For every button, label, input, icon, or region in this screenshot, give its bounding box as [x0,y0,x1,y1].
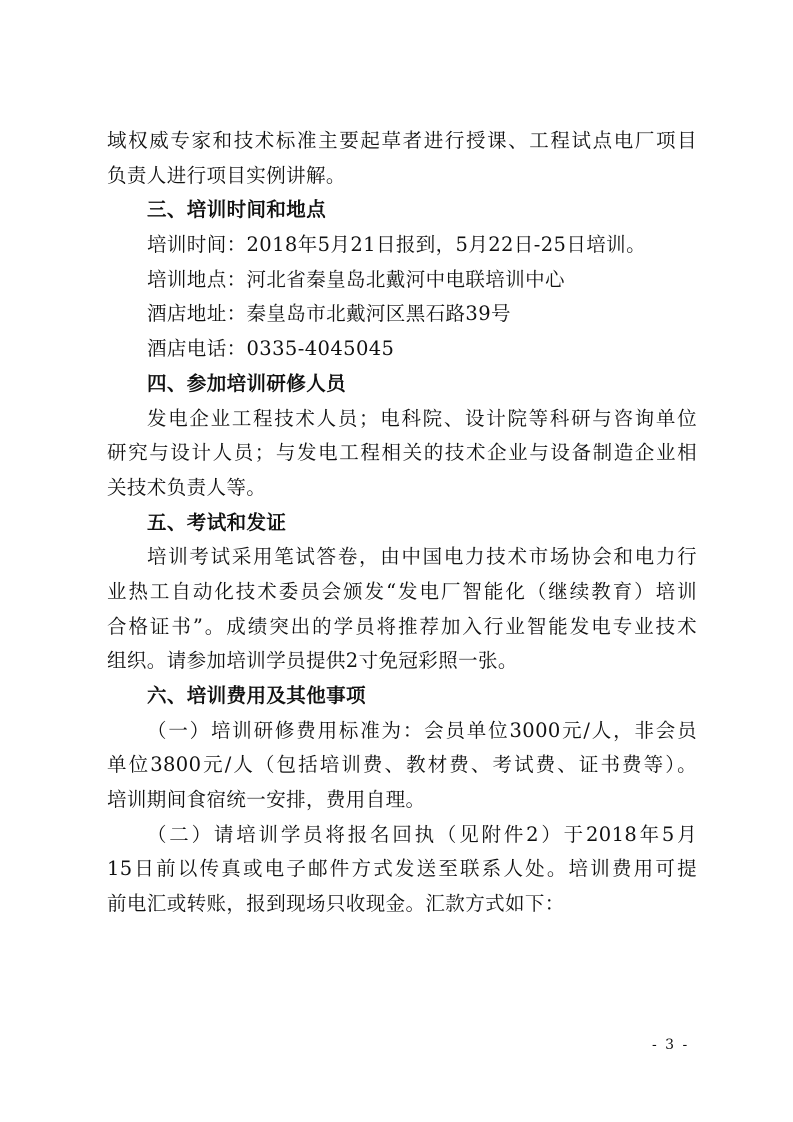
paragraph-line: 培训考试采用笔试答卷，由中国电力技术市场协会和电力行 [147,545,697,569]
paragraph-line: 酒店地址：秦皇岛市北戴河区黑石路39号 [147,302,511,326]
paragraph-line: 合格证书”。成绩突出的学员将推荐加入行业智能发电专业技术 [107,614,697,638]
paragraph-line: 培训期间食宿统一安排，费用自理。 [107,788,426,812]
section-heading: 五、考试和发证 [147,510,287,534]
paragraph-line: 研究与设计人员；与发电工程相关的技术企业与设备制造企业相 [107,441,697,465]
section-heading: 六、培训费用及其他事项 [147,684,366,707]
paragraph-line: 培训时间：2018年5月21日报到，5月22日-25日培训。 [147,233,646,257]
paragraph-line: 发电企业工程技术人员；电科院、设计院等科研与咨询单位 [147,406,697,430]
section-heading: 三、培训时间和地点 [147,198,327,222]
paragraph-line: 15日前以传真或电子邮件方式发送至联系人处。培训费用可提 [107,857,697,881]
paragraph-line: （一）培训研修费用标准为：会员单位3000元/人，非会员 [147,718,697,742]
paragraph-line: 单位3800元/人（包括培训费、教材费、考试费、证书费等）。 [107,753,697,777]
paragraph-line: 酒店电话：0335-4045045 [147,337,395,361]
paragraph-line: 培训地点：河北省秦皇岛北戴河中电联培训中心 [147,267,565,291]
page-number: - 3 - [652,1037,690,1053]
paragraph-line: 前电汇或转账，报到现场只收现金。汇款方式如下： [107,892,565,916]
paragraph-line: 域权威专家和技术标准主要起草者进行授课、工程试点电厂项目 [107,129,697,152]
section-heading: 四、参加培训研修人员 [147,371,347,395]
paragraph-line: 组织。请参加培训学员提供2寸免冠彩照一张。 [107,649,518,673]
paragraph-line: 负责人进行项目实例讲解。 [107,163,346,187]
document-body [107,124,697,922]
paragraph-line: （二）请培训学员将报名回执（见附件2）于2018年5月 [147,822,697,846]
paragraph-line: 业热工自动化技术委员会颁发“发电厂智能化（继续教育）培训 [107,579,697,603]
paragraph-line: 关技术负责人等。 [107,475,267,499]
